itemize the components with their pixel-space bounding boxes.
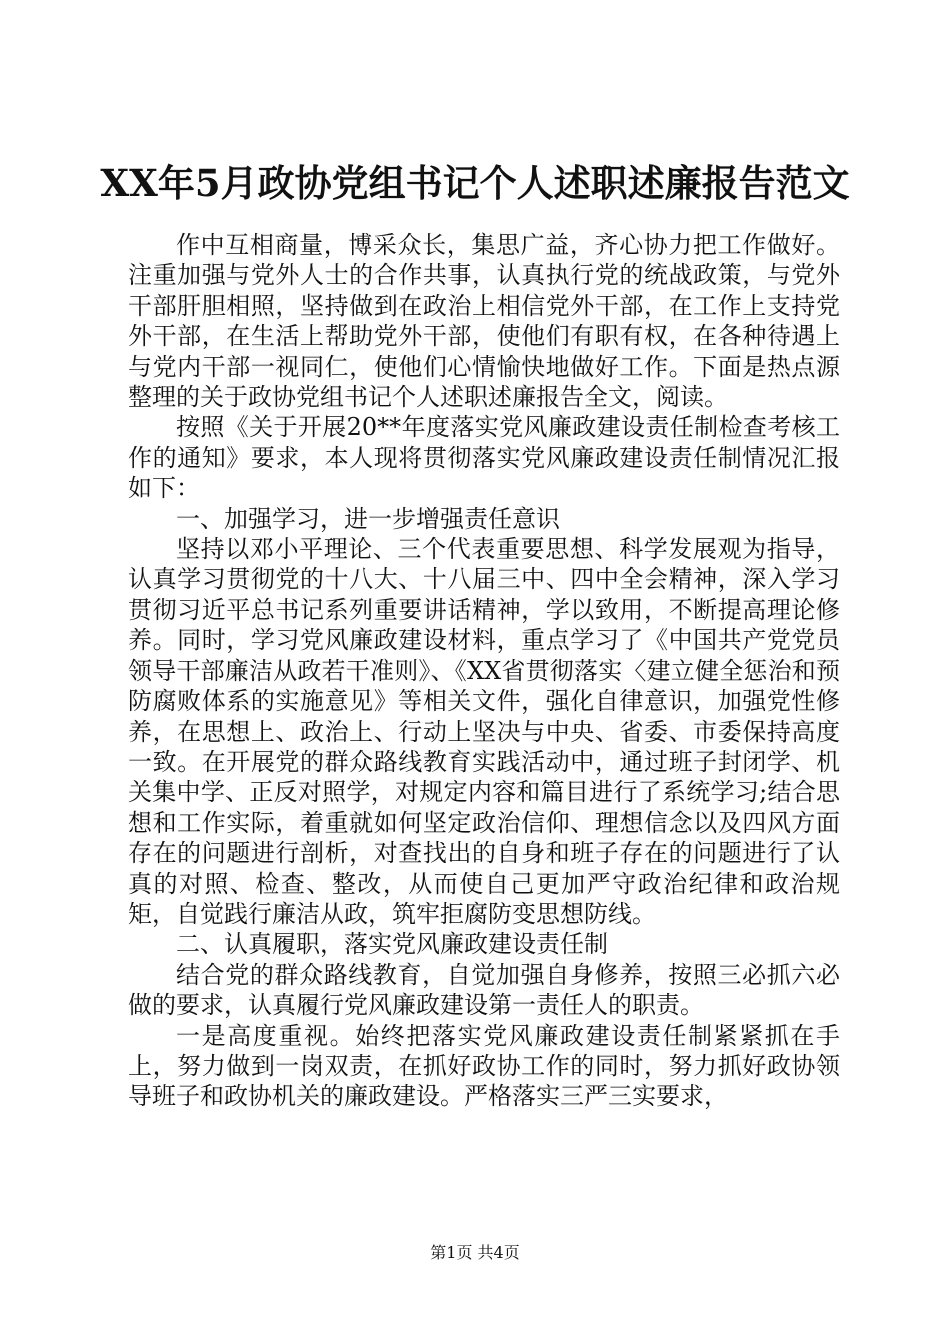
document-body	[128, 230, 840, 1112]
body-paragraph: 作中互相商量，博采众长，集思广益，齐心协力把工作做好。注重加强与党外人士的合作共事，认真执行党的统战政策，与党外干部肝胆相照，坚持做到在政治上相信党外干部，在工作上支持党外干部，在生活上帮助党外干部，使他们有职有权，在各种待遇上与党内干部一视同仁，使他们心情愉快地做好工作。下面是热点源整理的关于政协党组书记个人述职述廉报告全文，阅读。	[128, 231, 840, 412]
section-heading: 一、加强学习，进一步增强责任意识	[176, 504, 560, 533]
page-number: 第1页	[430, 1243, 473, 1262]
page-total: 共4页	[477, 1243, 520, 1262]
document-title: XX年5月政协党组书记个人述职述廉报告范文	[100, 161, 850, 205]
section-heading: 二、认真履职，落实党风廉政建设责任制	[176, 930, 608, 959]
page-footer	[0, 1242, 950, 1264]
body-paragraph: 坚持以邓小平理论、三个代表重要思想、科学发展观为指导，认真学习贯彻党的十八大、十八届三中、四中全会精神，深入学习贯彻习近平总书记系列重要讲话精神，学以致用，不断提高理论修养。同时，学习党风廉政建设材料，重点学习了《中国共产党党员领导干部廉洁从政若干准则》、《XX省贯彻落实〈建立健全惩治和预防腐败体系的实施意见》等相关文件，强化自律意识，加强党性修养，在思想上、政治上、行动上坚决与中央、省委、市委保持高度一致。在开展党的群众路线教育实践活动中，通过班子封闭学、机关集中学、正反对照学，对规定内容和篇目进行了系统学习;结合思想和工作实际，着重就如何坚定政治信仰、理想信念以及四风方面存在的问题进行剖析，对查找出的自身和班子存在的问题进行了认真的对照、检查、整改，从而使自己更加严守政治纪律和政治规矩，自觉践行廉洁从政，筑牢拒腐防变思想防线。	[128, 535, 840, 928]
body-paragraph: 按照《关于开展20**年度落实党风廉政建设责任制检查考核工作的通知》要求，本人现将贯彻落实党风廉政建设责任制情况汇报如下：	[128, 413, 840, 503]
body-paragraph: 结合党的群众路线教育，自觉加强自身修养，按照三必抓六必做的要求，认真履行党风廉政建设第一责任人的职责。	[128, 960, 840, 1020]
body-paragraph: 一是高度重视。始终把落实党风廉政建设责任制紧紧抓在手上，努力做到一岗双责，在抓好政协工作的同时，努力抓好政协领导班子和政协机关的廉政建设。严格落实三严三实要求，	[128, 1021, 840, 1111]
